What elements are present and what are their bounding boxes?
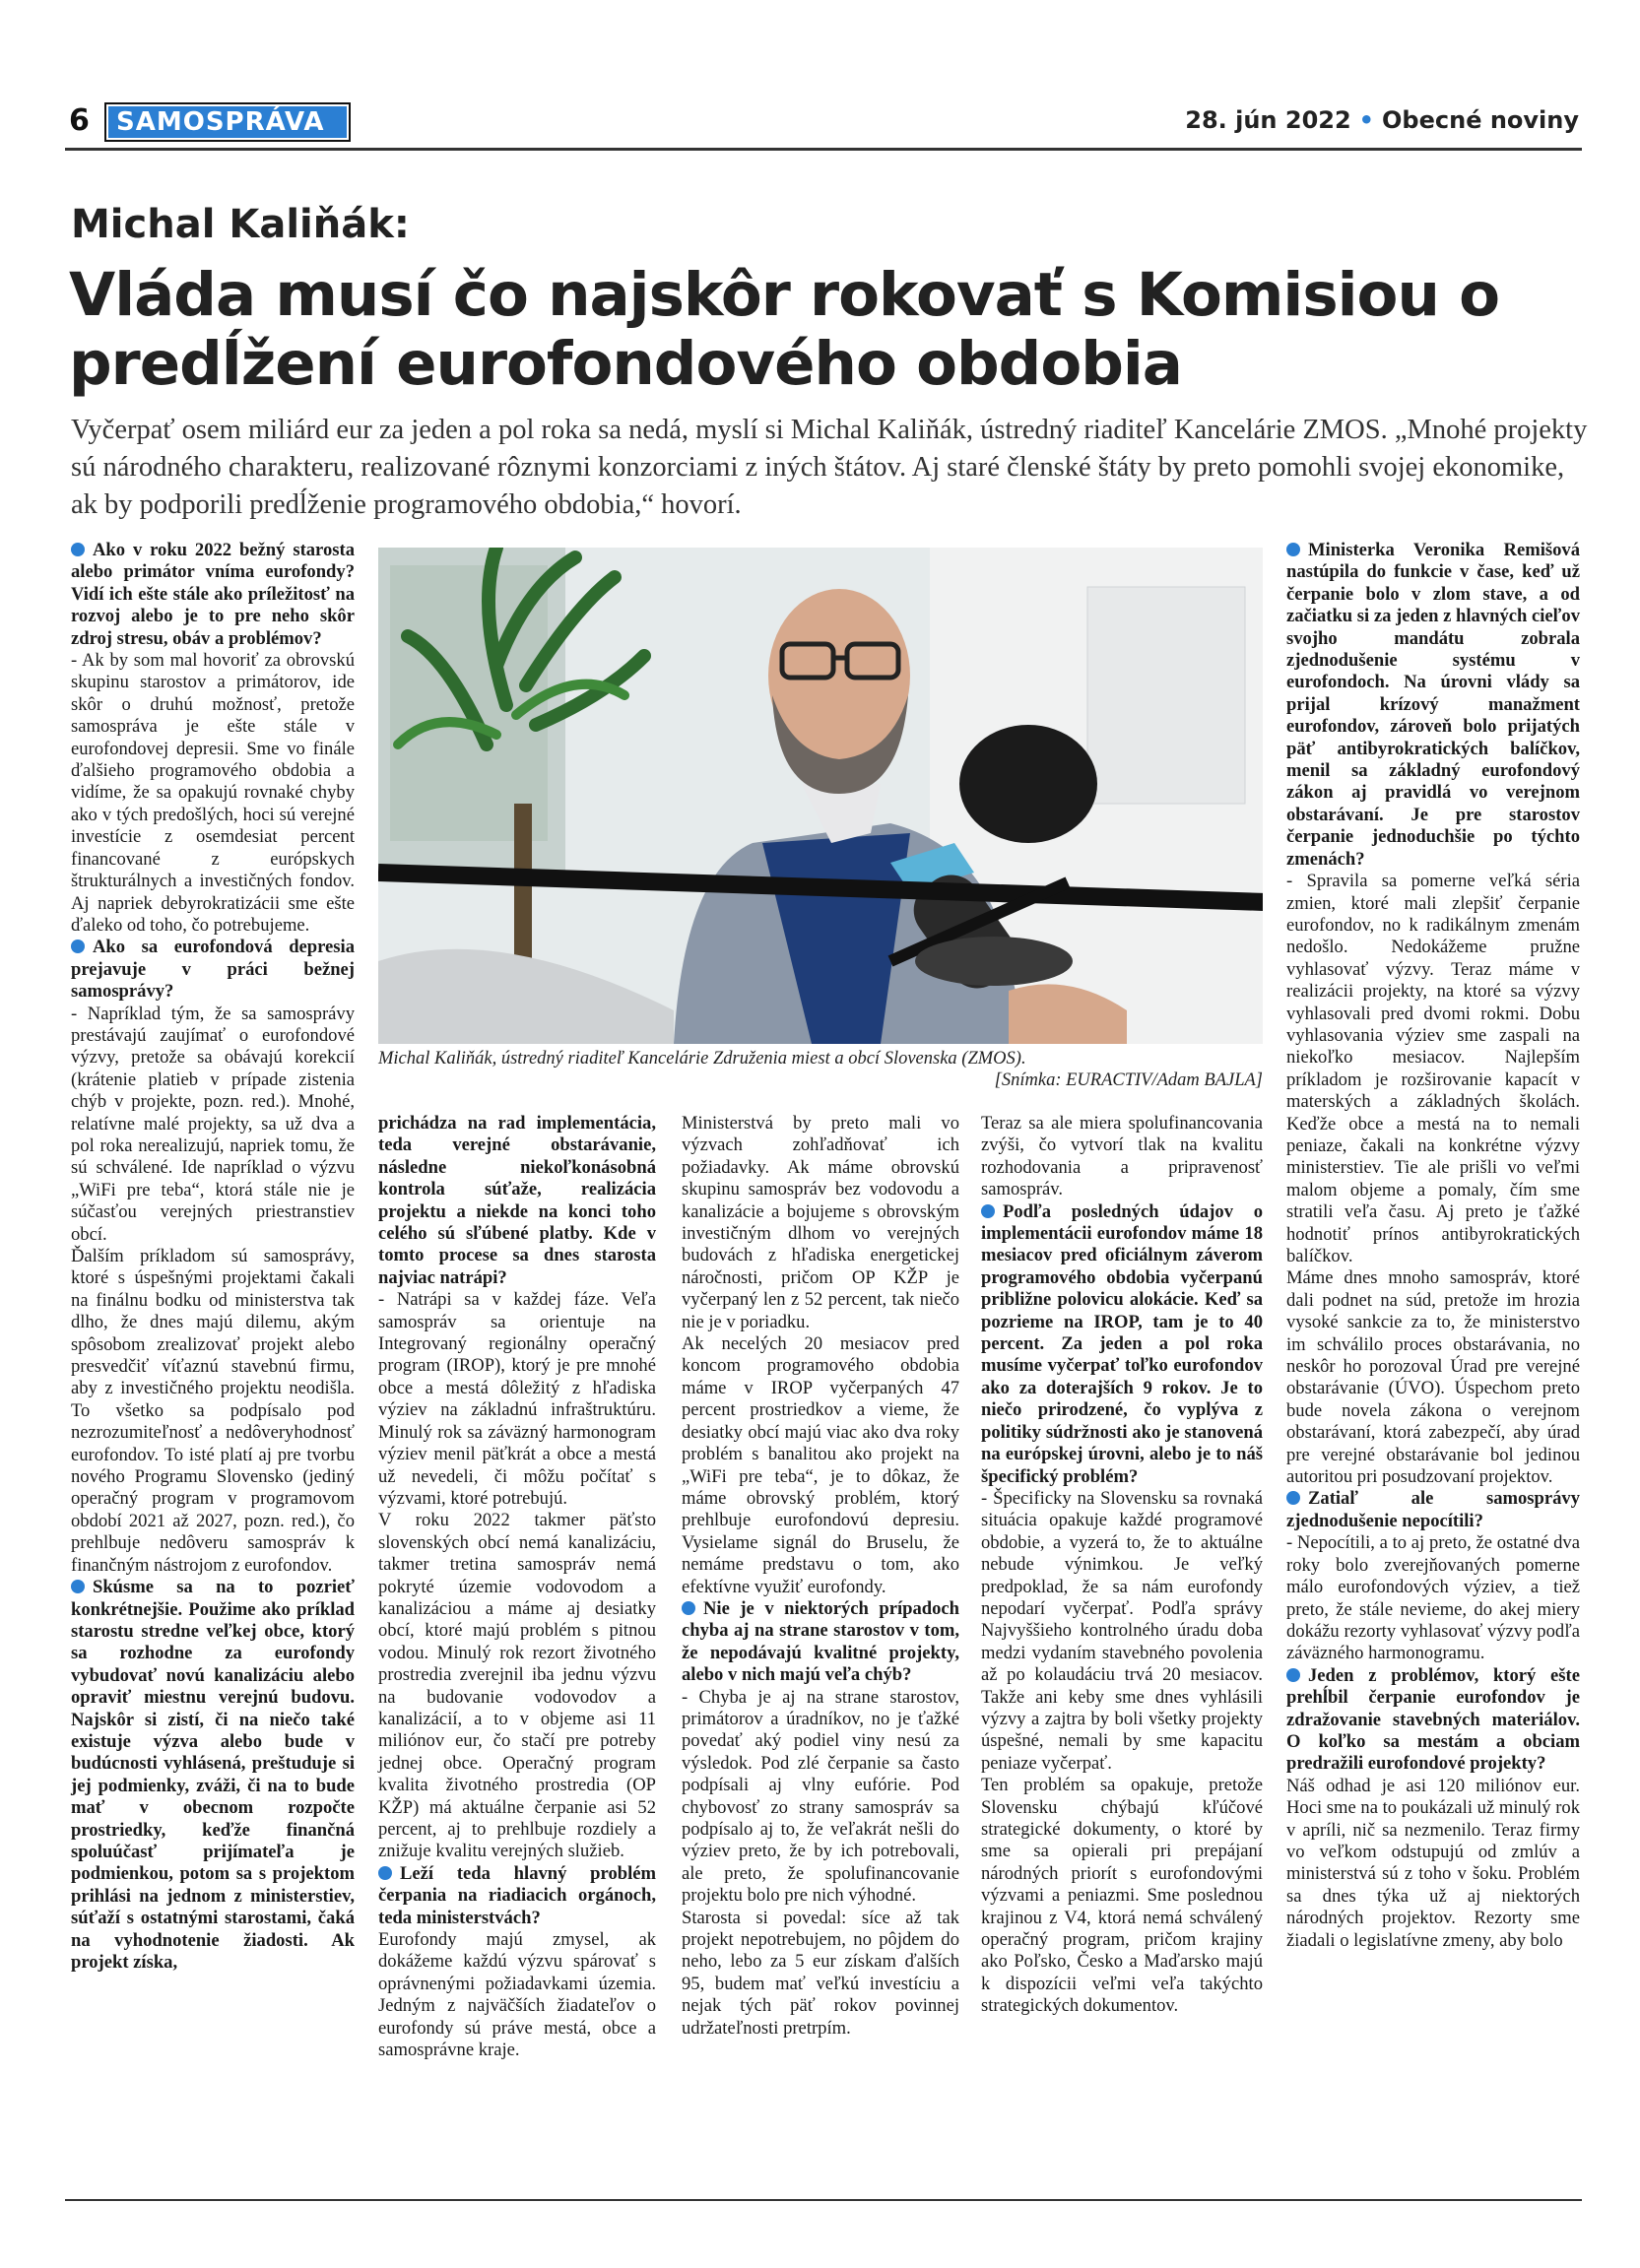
issue-info [1185, 106, 1579, 134]
article-kicker: Michal Kaliňák: [71, 202, 410, 247]
photo-caption [378, 1048, 1263, 1091]
answer-paragraph: - Nepocítili, a to aj preto, že ostatné dva roky bolo zverejňovaných pomerne málo eurofondových výziev, a tiež preto, že stále nevieme, do akej miery dokážu rezorty vyhlasovať výzvy podľa záväzného harmonogramu. [1286, 1532, 1580, 1664]
bullet-icon [71, 1580, 85, 1593]
article-lede: Vyčerpať osem miliárd eur za jeden a pol roka sa nedá, myslí si Michal Kaliňák, ústredný riaditeľ Kancelárie ZMOS. „Mnohé projekty sú národného charakteru, realizované rôznymi konzorciami z iných štátov. Aj staré členské štáty by preto pomohli svojej ekonomike, ak by podporili predĺženie programového obdobia,“ hovorí. [71, 415, 1588, 520]
separator-dot: • [1358, 106, 1375, 134]
answer-paragraph: Máme dnes mnoho samospráv, ktoré dali podnet na súd, pretože im hrozia vysoké sankcie za to, že ministerstvo im schválilo proces obstarávania, no neskôr ho porozoval Úrad pre verejné obstarávanie (ÚVO). Úspechom preto bude novela zákona o verejnom obstarávaní, ktorá zabezpečí, aby úrad pre verejné obstarávanie bol jedinou autoritou pri posudzovaní projektov. [1286, 1267, 1580, 1488]
answer-paragraph: Náš odhad je asi 120 miliónov eur. Hoci sme na to poukázali už minulý rok v apríli, nič sa nezmenilo. Teraz firmy vo veľkom odstupujú od zmlúv a ministerstvá sú z toho v šoku. Problém sa dnes týka už aj niektorých národných projektov. Rezorty sme žiadali o legislatívne zmeny, aby bolo [1286, 1775, 1580, 1951]
publication-name: Obecné noviny [1382, 106, 1579, 134]
answer-paragraph: - Ak by som mal hovoriť za obrovskú skupinu starostov a primátorov, ide skôr o druhú možnosť, pretože samospráva je ešte stále v eurofondovej depresii. Sme vo finále ďalšieho programového obdobia a vidíme, že sa opakujú rovnaké chyby ako v tých predošlých, hoci sú verejné investície z osemdesiat percent financované z európskych štrukturálnych a investičných fondov. Aj napriek debyrokratizácii sme ešte ďaleko od toho, čo potrebujeme. [71, 650, 355, 936]
answer-paragraph: Ministerstvá by preto mali vo výzvach zohľadňovať ich požiadavky. Ak máme obrovskú skupinu samospráv bez vodovodu a kanalizácie a bojujeme s obrovským investičným dlhom vo verejných budovách z hľadiska energetickej náročnosti, pričom OP KŽP je vyčerpaný len z 52 percent, tak niečo nie je v poriadku. [682, 1113, 959, 1332]
section-label: SAMOSPRÁVA [108, 106, 347, 138]
answer-paragraph: Eurofondy majú zmysel, ak dokážeme každú výzvu spárovať s oprávnenými požiadavkami územia. Jedným z najväčších žiadateľov o eurofondy sú práve mestá, obce a samosprávne kraje. [378, 1929, 656, 2061]
answer-paragraph: Ďalším príkladom sú samosprávy, ktoré s úspešnými projektami čakali na finálnu bodku od ministerstva tak dlho, že dnes majú dilemu, akým spôsobom zrealizovať projekt alebo presvedčiť víťaznú stavebnú firmu, aby z investičného projektu neodišla. To všetko sa podpísalo pod nezrozumiteľnosť a nedôveryhodnosť eurofondov. To isté platí aj pre tvorbu nového Programu Slovensko (jediný operačný program v programovom období 2021 až 2027, pozn. red.), čo prehlbuje nedôveru samospráv k finančným nástrojom z eurofondov. [71, 1246, 355, 1576]
article-headline: Vláda musí čo najskôr rokovať s Komisiou o predĺžení eurofondového obdobia [69, 260, 1500, 399]
column-3 [682, 1113, 959, 2040]
answer-paragraph: Teraz sa ale miera spolufinancovania zvýši, čo vytvorí tlak na kvalitu rozhodovania a pripravenosť samospráv. [981, 1113, 1263, 1200]
bullet-icon [1286, 1491, 1300, 1505]
answer-paragraph: Ten problém sa opakuje, pretože Slovensku chýbajú kľúčové strategické dokumenty, o ktoré by sme sa opierali pri prepájaní národných priorít s eurofondovými výzvami a peniazmi. Sme poslednou krajinou z V4, ktorá nemá schválený operačný program, pričom krajiny ako Poľsko, Česko a Maďarsko majú k dispozícii veľmi veľa takýchto strategických dokumentov. [981, 1775, 1263, 2017]
bullet-icon [1286, 1668, 1300, 1682]
question-paragraph: Ministerka Veronika Remišová nastúpila do funkcie v čase, keď už čerpanie bolo v zlom stave, a od začiatku si za jeden z hlavných cieľov svojho mandátu zobrala zjednodušenie systému v eurofondoch. Na úrovni vlády sa prijal krízový manažment eurofondov, zároveň bolo prijatých päť antibyrokratických balíčkov, menil sa základný eurofondový zákon aj pravidlá vo verejnom obstarávaní. Je pre starostov čerpanie jednoduchšie po týchto zmenách? [1286, 540, 1580, 870]
question-paragraph: Ako v roku 2022 bežný starosta alebo primátor vníma eurofondy? Vidí ich ešte stále ako príležitosť na rozvoj alebo je to pre neho skôr zdroj stresu, obáv a problémov? [71, 540, 355, 649]
column-1 [71, 540, 355, 1974]
page-number: 6 [69, 103, 90, 138]
bullet-icon [378, 1866, 392, 1880]
answer-paragraph: - Natrápi sa v každej fáze. Veľa samospráv sa orientuje na Integrovaný regionálny operačný program (IROP), ktorý je pre mnohé obce a mestá dôležitý z hľadiska výziev na základnú infraštruktúru. Minulý rok sa záväzný harmonogram výziev menil päťkrát a obce a mestá už nevedeli, či môžu počítať s výzvami, ktoré potrebujú. [378, 1289, 656, 1509]
footer-rule [65, 2199, 1582, 2201]
answer-paragraph: Starosta si povedal: síce až tak projekt nepotrebujem, no pôjdem do neho, lebo za 5 eur získam ďalších 95, budem mať veľkú investíciu a nejak tých päť rokov povinnej udržateľnosti pretrpím. [682, 1907, 959, 2039]
answer-paragraph: Ak necelých 20 mesiacov pred koncom programového obdobia máme v IROP vyčerpaných 47 percent prostriedkov a vieme, že desiatky obcí majú viac ako dva roky problém s banalitou ako projekt na „WiFi pre teba“, je to dôkaz, že máme obrovský problém, ktorý prehlbuje eurofondovú depresiu. Vysielame signál do Bruselu, že nemáme predstavu o tom, ako efektívne využiť eurofondy. [682, 1333, 959, 1597]
column-5 [1286, 540, 1580, 1952]
bullet-icon [71, 940, 85, 953]
header-rule [65, 148, 1582, 151]
caption-text: Michal Kaliňák, ústredný riaditeľ Kancelárie Združenia miest a obcí Slovenska (ZMOS). [378, 1049, 1026, 1069]
question-paragraph: Jeden z problémov, ktorý ešte prehĺbil čerpanie eurofondov je zdražovanie stavebných materiálov. O koľko sa mestám a obciam predražili eurofondové projekty? [1286, 1664, 1580, 1775]
bullet-icon [981, 1204, 995, 1218]
bullet-icon [1286, 543, 1300, 556]
photo-credit: [Snímka: EURACTIV/Adam BAJLA] [994, 1070, 1263, 1090]
answer-paragraph: - Napríklad tým, že sa samosprávy prestávajú zaujímať o eurofondové výzvy, pretože sa obávajú korekcií (krátenie platieb v prípade zistenia chýb v projekte, pozn. red.). Mnohé, relatívne malé projekty, sa už dva a pol roka nerealizujú, napriek tomu, že sú schválené. Ide napríklad o výzvu „WiFi pre teba“, ktorá stále nie je súčasťou verejných priestranstiev obcí. [71, 1003, 355, 1245]
question-paragraph: Zatiaľ ale samosprávy zjednodušenie nepocítili? [1286, 1488, 1580, 1531]
question-paragraph: Leží teda hlavný problém čerpania na riadiacich orgánoch, teda ministerstvách? [378, 1862, 656, 1928]
bullet-icon [71, 543, 85, 556]
question-paragraph: Podľa posledných údajov o implementácii eurofondov máme 18 mesiacov pred oficiálnym záverom programového obdobia vyčerpanú približne polovicu alokácie. Keď sa pozrieme na IROP, tam je to 40 percent. Za jeden a pol roka musíme vyčerpať toľko eurofondov ako za doterajších 9 rokov. Je to niečo prirodzené, čo vyplýva z politiky súdržnosti ako je stanovená na európskej úrovni, alebo je to náš špecifický problém? [981, 1200, 1263, 1487]
column-4 [981, 1113, 1263, 2018]
answer-paragraph: - Chyba je aj na strane starostov, primátorov a úradníkov, no je ťažké povedať aký podiel viny nesú za výsledok. Pod zlé čerpanie sa často podpísali aj vlny eufórie. Pod chybovosť zo strany samospráv sa podpísalo aj to, že veľakrát nešli do výziev preto, že by ich potrebovali, ale preto, že spolufinancovanie projektu bolo pre nich výhodné. [682, 1686, 959, 1907]
issue-date: 28. jún 2022 [1185, 106, 1351, 134]
interview-photo-illustration [378, 548, 1263, 1044]
answer-paragraph: V roku 2022 takmer päťsto slovenských obcí nemá kanalizáciu, takmer tretina samospráv nemá pokryté územie vodovodom a kanalizáciou a máme aj desiatky obcí, ktoré majú problém s pitnou vodou. Minulý rok rezort životného prostredia zverejnil iba jednu výzvu na budovanie vodovodov a kanalizácií, a to v objeme asi 11 miliónov eur, čo stačí pre potreby jednej obce. Operačný program kvalita životného prostredia (OP KŽP) má aktuálne čerpanie asi 52 percent, aj to prehlbuje rozdiely a znižuje kvalitu verejných služieb. [378, 1510, 656, 1862]
question-paragraph: prichádza na rad implementácia, teda verejné obstarávanie, následne niekoľkonásobná kontrola súťaže, realizácia projektu a niekde na konci toho celého sú sľúbené platby. Kde v tomto procese sa dnes starosta najviac natrápi? [378, 1113, 656, 1288]
answer-paragraph: - Spravila sa pomerne veľká séria zmien, ktoré mali zlepšiť čerpanie eurofondov, no k radikálnym zmenám nedošlo. Nedokážeme pružne vyhlasovať výzvy. Teraz máme v realizácii projekty, na ktoré sa výzvy vyhlasovali pred dvomi rokmi. Dobu vyhlasovania výziev sme zaspali na niekoľko mesiacov. Najlepším príkladom je rozširovanie kapacít v materských a základných školách. Keďže obce a mestá na to nemali peniaze, čakali na konkrétne výzvy ministerstiev. Tie ale prišli vo veľmi malom objeme a pomaly, čím sme stratili veľa času. Aj preto je ťažké hodnotiť prínos antibyrokratických balíčkov. [1286, 871, 1580, 1266]
question-paragraph: Skúsme sa na to pozrieť konkrétnejšie. Použime ako príklad starostu stredne veľkej obce, ktorý sa rozhodne za eurofondy vybudovať novú kanalizáciu alebo opraviť miestnu verejnú budovu. Najskôr si zistí, či na niečo také existuje výzva alebo bude v budúcnosti vyhlásená, preštuduje si jej podmienky, zváži, či na to bude mať v obecnom rozpočte prostriedky, keďže finančná spoluúčasť prijímateľa je podmienkou, potom sa s projektom prihlási na jednom z ministerstiev, súťaží s ostatnými starostami, čaká na vyhodnotenie žiadosti. Ak projekt získa, [71, 1577, 355, 1973]
column-2 [378, 1113, 656, 2061]
question-paragraph: Ako sa eurofondová depresia prejavuje v práci bežnej samosprávy? [71, 937, 355, 1003]
article-photo [378, 548, 1263, 1044]
bullet-icon [682, 1601, 695, 1615]
question-paragraph: Nie je v niektorých prípadoch chyba aj na strane starostov v tom, že nepodávajú kvalitné projekty, alebo v nich majú veľa chýb? [682, 1597, 959, 1686]
section-label-box [104, 102, 351, 142]
answer-paragraph: - Špecificky na Slovensku sa rovnaká situácia opakuje každé programové obdobie, a vyzerá to, že to aktuálne nebude výnimkou. Je veľký predpoklad, že sa nám eurofondy nepodarí vyčerpať. Podľa správy Najvyššieho kontrolného úradu doba medzi vydaním stavebného povolenia až po kolaudáciu trvá 20 mesiacov. Takže ani keby sme dnes vyhlásili výzvy a zajtra by boli všetky projekty úspešné, nemali by sme kapacitu peniaze vyčerpať. [981, 1487, 1263, 1774]
